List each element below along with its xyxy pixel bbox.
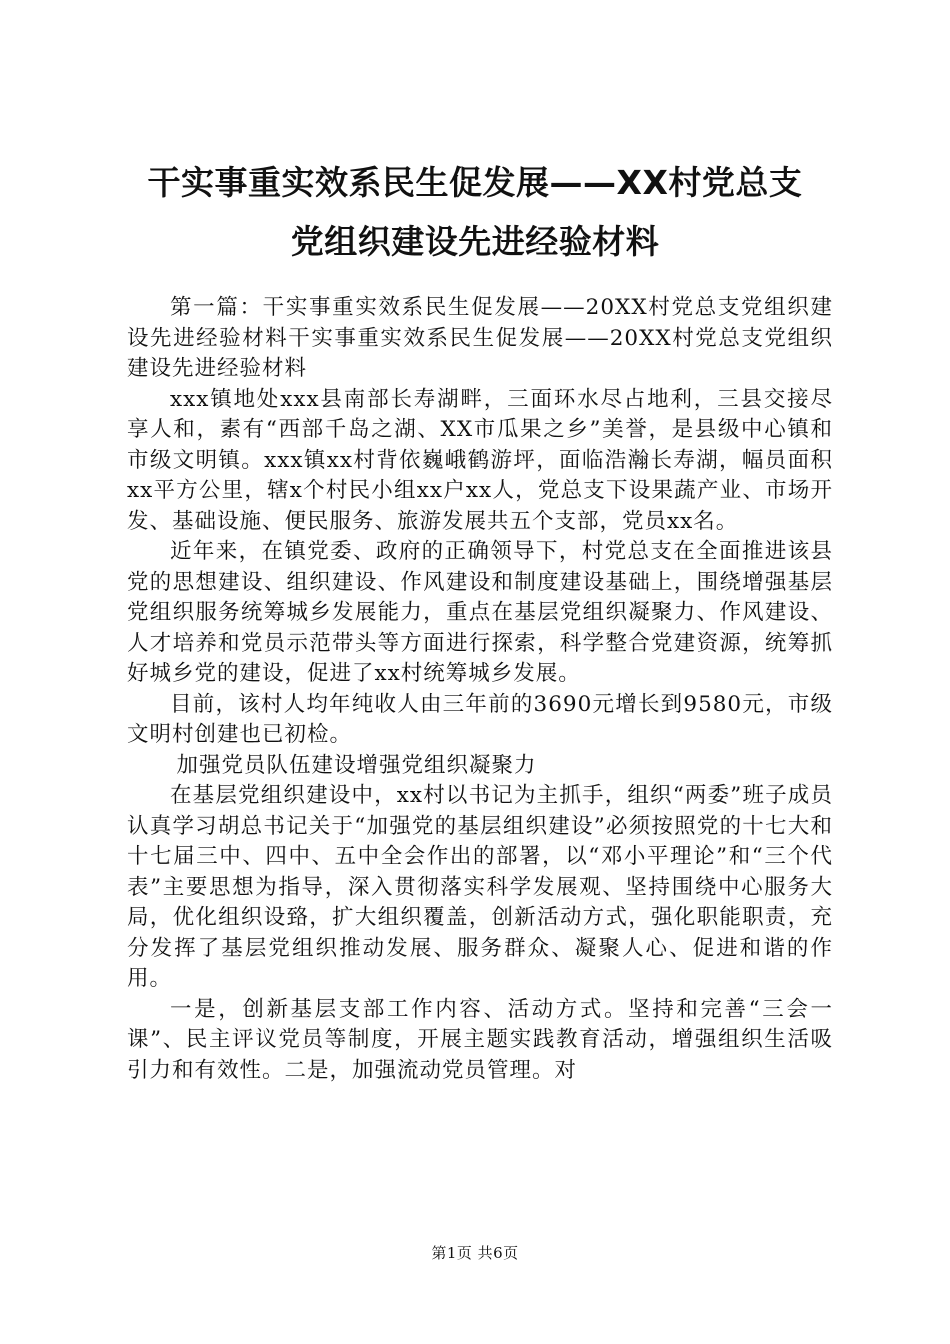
paragraph-2: xxx镇地处xxx县南部长寿湖畔，三面环水尽占地利，三县交接尽享人和，素有“西部千岛之湖、XX市瓜果之乡”美誉，是县级中心镇和市级文明镇。xxx镇xx村背依巍峨鹤游坪，面临浩瀚长寿湖，幅员面积xx平方公里，辖x个村民小组xx户xx人，党总支下设果蔬产业、市场开发、基础设施、便民服务、旅游发展共五个支部，党员xx名。: [127, 386, 833, 534]
page-number-footer: 第1页 共6页: [431, 1244, 519, 1262]
document-body: [127, 293, 833, 1086]
paragraph-5: 在基层党组织建设中，xx村以书记为主抓手，组织“两委”班子成员认真学习胡总书记关于“加强党的基层组织建设”必须按照党的十七大和十七届三中、四中、五中全会作出的部署，以“邓小平理论”和“三个代表”主要思想为指导，深入贯彻落实科学发展观、坚持围绕中心服务大局，优化组织设臵，扩大组织覆盖，创新活动方式，强化职能职责，充分发挥了基层党组织推动发展、服务群众、凝聚人心、促进和谐的作用。: [127, 783, 833, 991]
paragraph-3: 近年来，在镇党委、政府的正确领导下，村党总支在全面推进该县党的思想建设、组织建设、作风建设和制度建设基础上，围绕增强基层党组织服务统筹城乡发展能力，重点在基层党组织凝聚力、作风建设、人才培养和党员示范带头等方面进行探索，科学整合党建资源，统筹抓好城乡党的建设，促进了xx村统筹城乡发展。: [127, 539, 833, 686]
paragraph-6: 一是，创新基层支部工作内容、活动方式。坚持和完善“三会一课”、民主评议党员等制度，开展主题实践教育活动，增强组织生活吸引力和有效性。二是，加强流动党员管理。对: [127, 996, 833, 1083]
document-title-line-1: 干实事重实效系民生促发展——XX村党总支: [147, 163, 803, 202]
paragraph-4: 目前，该村人均年纯收人由三年前的3690元增长到9580元，市级文明村创建也已初检。: [127, 691, 833, 747]
section-heading: 加强党员队伍建设增强党组织凝聚力: [176, 752, 537, 778]
paragraph-1: 第一篇：干实事重实效系民生促发展——20XX村党总支党组织建设先进经验材料干实事重实效系民生促发展——20XX村党总支党组织建设先进经验材料: [127, 295, 833, 381]
document-title-line-2: 党组织建设先进经验材料: [290, 222, 660, 261]
